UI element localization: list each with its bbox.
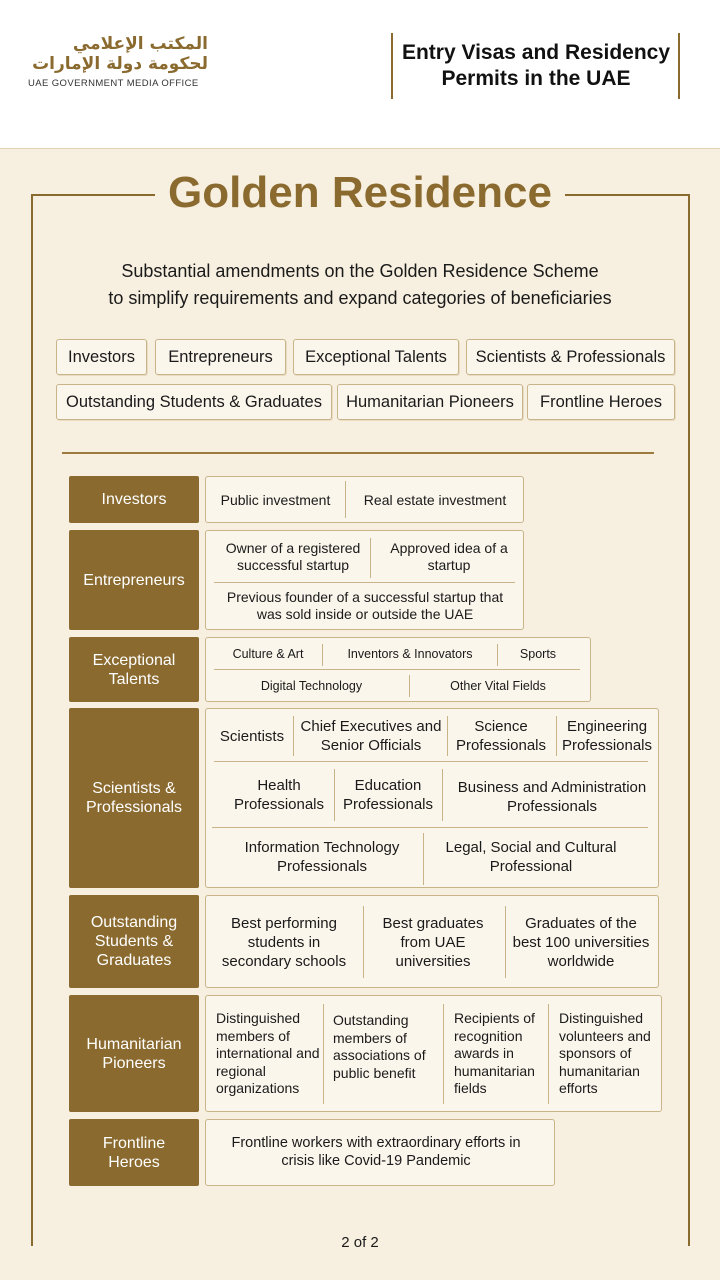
divider [212,827,648,828]
category-entrepreneurs: Entrepreneurs [69,530,199,630]
divider [214,761,648,762]
logo-arabic-line2: لحكومة دولة الإمارات [32,54,208,74]
divider [293,716,294,756]
students-item-top-100: Graduates of the best 100 universities worldwide [512,914,650,970]
divider [423,833,424,885]
chip-frontline-heroes: Frontline Heroes [527,384,675,420]
page-title: Golden Residence [168,168,552,217]
divider [447,716,448,756]
investors-item-public: Public investment [220,491,331,508]
entrepreneurs-item-idea: Approved idea of a startup [390,540,508,573]
exceptional-item-digital: Digital Technology [260,679,363,693]
humanitarian-item-associations: Outstanding members of associations of public benefit [333,1012,426,1081]
category-students-label: Outstanding Students & Graduates [90,914,178,969]
header-divider-right [678,33,680,99]
investors-item-real-estate: Real estate investment [363,491,507,508]
category-frontline-label: Frontline Heroes [102,1134,166,1171]
exceptional-item-inventors: Inventors & Innovators [347,647,473,661]
humanitarian-item-recipients: Recipients of recognition awards in humanitarian fields [454,1010,535,1097]
scientists-item-science: Science Professionals [455,718,547,754]
divider [556,716,557,756]
students-item-uae-graduates: Best graduates from UAE universities [382,914,484,970]
scientists-item-education: Education Professionals [342,777,434,813]
chip-outstanding-students: Outstanding Students & Graduates [56,384,332,420]
frame-left [31,194,33,1246]
scientists-item-executives: Chief Executives and Senior Officials [300,718,442,754]
exceptional-item-other: Other Vital Fields [450,679,546,693]
humanitarian-details [205,995,662,1112]
students-item-secondary: Best performing students in secondary schools [221,914,347,970]
divider [442,769,443,821]
chip-entrepreneurs: Entrepreneurs [155,339,286,375]
category-frontline-heroes [69,1119,199,1186]
frame-top-right [565,194,690,196]
entrepreneurs-item-owner: Owner of a registered successful startup [225,540,361,573]
frontline-item-workers: Frontline workers with extraordinary efforts in crisis like Covid-19 Pandemic [231,1135,521,1169]
scientists-item-scientists: Scientists [219,727,285,745]
exceptional-item-culture-art: Culture & Art [232,647,304,661]
header-title-line2: Permits in the UAE [441,67,631,90]
scientists-item-business: Business and Administration Professionals [457,779,647,815]
scientists-item-health: Health Professionals [233,777,325,813]
scientists-item-legal: Legal, Social and Cultural Professional [445,839,617,875]
logo-english: UAE GOVERNMENT MEDIA OFFICE [28,78,199,89]
divider [214,582,515,583]
divider [214,669,580,670]
scientists-item-it: Information Technology Professionals [244,839,400,875]
divider [505,906,506,978]
students-details [205,895,659,988]
divider [334,769,335,821]
section-divider [62,452,654,454]
investors-details [205,476,524,523]
category-exceptional-talents-label: Exceptional Talents [92,651,176,688]
header-title [395,40,677,92]
subtitle [40,258,680,312]
header [0,0,720,148]
chip-scientists-professionals: Scientists & Professionals [466,339,675,375]
divider [370,538,371,578]
chip-exceptional-talents: Exceptional Talents [293,339,459,375]
category-scientists-professionals [69,708,199,888]
subtitle-line1: Substantial amendments on the Golden Residence Scheme [121,261,599,281]
category-scientists-label: Scientists & Professionals [85,780,183,816]
scientists-details [205,708,659,888]
subtitle-line2: to simplify requirements and expand categories of beneficiaries [108,288,612,308]
header-divider-left [391,33,393,99]
chip-humanitarian-pioneers: Humanitarian Pioneers [337,384,523,420]
divider [443,1004,444,1104]
category-exceptional-talents [69,637,199,702]
chip-investors: Investors [56,339,147,375]
frame-right [688,194,690,1246]
category-humanitarian-label: Humanitarian Pioneers [86,1035,182,1072]
exceptional-details [205,637,591,702]
category-humanitarian-pioneers [69,995,199,1112]
header-title-line1: Entry Visas and Residency [401,41,671,64]
scientists-item-engineering: Engineering Professionals [561,718,653,754]
divider [548,1004,549,1104]
uae-gov-media-office-logo [28,34,208,89]
entrepreneurs-item-founder: Previous founder of a successful startup that was sold inside or outside the UAE [226,589,504,622]
entrepreneurs-details [205,530,524,630]
frame-top-left [31,194,155,196]
page-number: 2 of 2 [341,1234,379,1251]
exceptional-item-sports: Sports [519,647,557,661]
logo-arabic-line1: المكتب الإعلامي [72,34,208,54]
category-outstanding-students [69,895,199,988]
divider [323,1004,324,1104]
humanitarian-item-international: Distinguished members of international and regional organizations [216,1010,320,1097]
frontline-details [205,1119,555,1186]
category-investors: Investors [69,476,199,523]
humanitarian-item-volunteers: Distinguished volunteers and sponsors of humanitarian efforts [559,1010,651,1097]
divider [363,906,364,978]
